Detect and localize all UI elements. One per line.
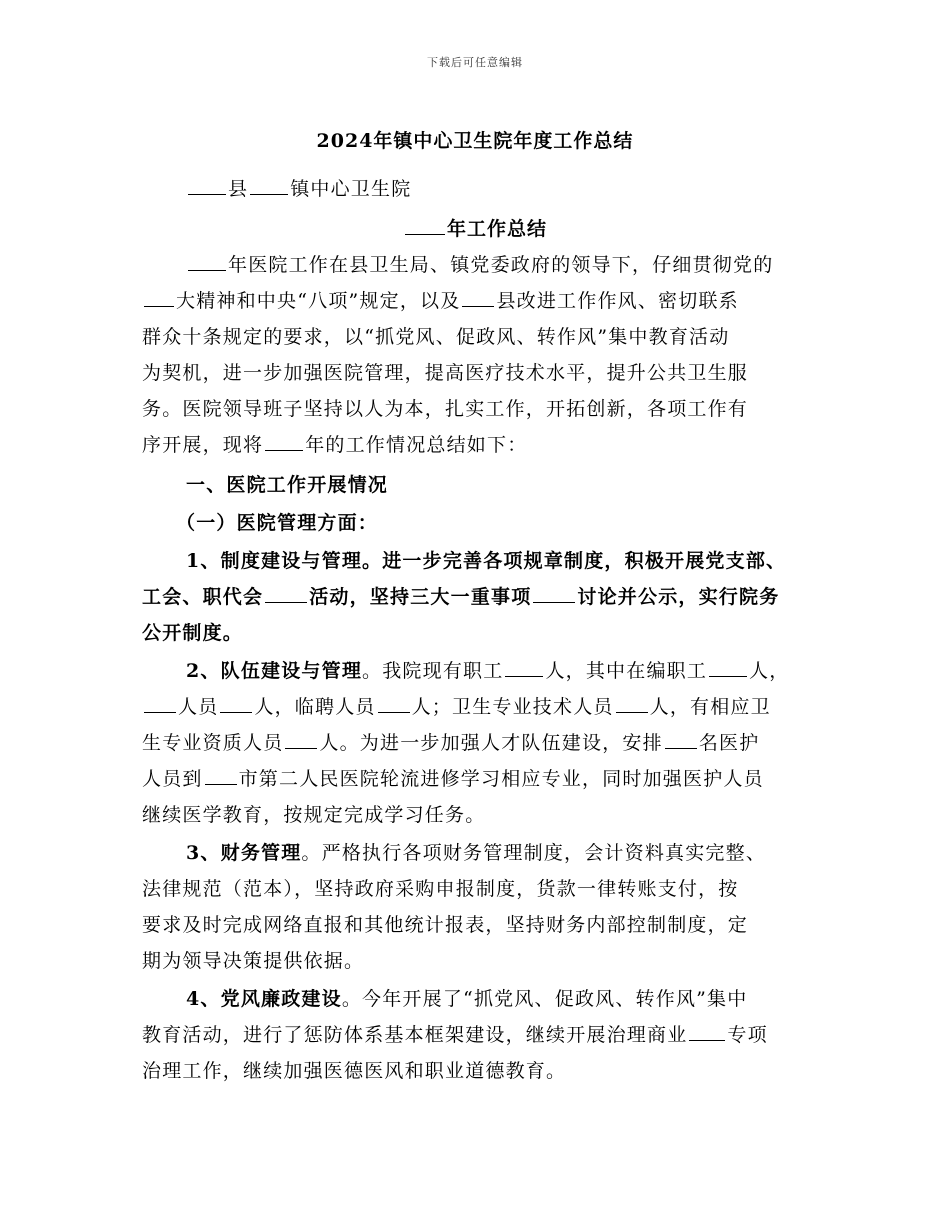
item4-text: 教育活动，进行了惩防体系基本框架建设，继续开展治理商业 [142,1024,688,1046]
intro-text: 年的工作情况总结如下： [305,434,528,456]
item3-line-2 [142,874,739,901]
org-line [186,174,411,201]
header-note: 下载后可任意编辑 [427,56,523,69]
item3-line-3 [142,910,748,937]
item1-line-1 [186,546,786,573]
blank-field [405,214,445,235]
item2-line-5 [142,800,485,827]
report-subtitle [0,214,950,241]
blank-field [188,250,226,271]
item3-line-1 [186,838,766,865]
item2-line-4 [142,764,764,791]
item2-text: 人。为进一步加强人才队伍建设，安排 [319,732,663,754]
blank-field [689,1020,725,1041]
item4-line-2 [142,1020,768,1047]
item3-text: 法律规范（范本），坚持政府采购申报制度，货款一律转账支付，按 [142,878,739,900]
intro-text: 县改进工作作风、密切联系 [496,290,739,312]
item4-text: 专项 [727,1024,768,1046]
item4-text: 。今年开展了“抓党风、促政风、转作风”集中 [341,988,748,1010]
item2-text: 人员 [178,696,219,718]
item2-line-1 [186,656,789,683]
intro-text: 群众十条规定的要求，以“抓党风、促政风、转作风”集中教育活动 [142,326,730,348]
item2-text: 继续医学教育，按规定完成学习任务。 [142,804,486,826]
blank-field [378,692,410,713]
intro-line-4 [142,358,748,385]
item4-heading: 4、党风廉政建设 [186,988,342,1010]
blank-field [665,728,697,749]
org-name: 镇中心卫生院 [290,178,412,200]
item1-text: 1、制度建设与管理。进一步完善各项规章制度，积极开展党支部、 [186,550,787,572]
item3-text: 要求及时完成网络直报和其他统计报表，坚持财务内部控制制度，定 [142,914,749,936]
item2-text: 名医护 [698,732,760,754]
item1-line-3 [142,618,243,645]
item2-text: 人员到 [142,768,203,790]
item3-text: 。严格执行各项财务管理制度，会计资料真实完整、 [301,842,767,864]
blank-field [533,582,575,603]
org-county: 县 [228,178,249,200]
intro-line-5 [142,394,748,421]
subtitle-text: 年工作总结 [446,218,547,240]
document-title: 2024年镇中心卫生院年度工作总结 [316,130,634,152]
item2-text: 人，临聘人员 [254,696,376,718]
blank-field [462,286,494,307]
item1-text: 工会、职代会 [142,586,264,608]
item1-text: 讨论并公示，实行院务 [577,586,780,608]
intro-text: 大精神和中央“八项”规定，以及 [176,290,461,312]
item1-text: 公开制度。 [142,622,244,644]
blank-field [144,286,174,307]
item2-text: 生专业资质人员 [142,732,284,754]
blank-field [616,692,648,713]
blank-field [144,692,176,713]
item2-heading: 2、队伍建设与管理 [186,660,363,682]
blank-field [265,582,307,603]
item2-text: 人，有相应卫 [649,696,771,718]
item4-line-1 [186,984,747,1011]
intro-text: 为契机，进一步加强医院管理，提高医疗技术水平，提升公共卫生服 [142,362,749,384]
section-heading: 一、医院工作开展情况 [186,474,389,496]
intro-text: 序开展，现将 [142,434,264,456]
item2-text: 。我院现有职工 [362,660,504,682]
item2-text: 人，其中在编职工 [545,660,708,682]
item2-text: 市第二人民医院轮流进修学习相应专业，同时加强医护人员 [238,768,764,790]
item2-text: 人；卫生专业技术人员 [411,696,614,718]
blank-field [205,764,237,785]
intro-text: 年医院工作在县卫生局、镇党委政府的领导下，仔细贯彻党的 [228,254,774,276]
blank-field [250,174,288,195]
subsection-heading: （一）医院管理方面： [176,512,379,534]
blank-field [188,174,226,195]
intro-text: 务。医院领导班子坚持以人为本，扎实工作，开拓创新，各项工作有 [142,398,749,420]
item4-text: 治理工作，继续加强医德医风和职业道德教育。 [142,1060,567,1082]
item2-line-3 [142,728,759,755]
item2-text: 人， [749,660,790,682]
intro-line-6 [142,430,527,457]
item4-line-3 [142,1056,566,1083]
blank-field [709,656,747,677]
blank-field [505,656,543,677]
item3-text: 期为领导决策提供依据。 [142,950,365,972]
item1-text: 活动，坚持三大一重事项 [309,586,532,608]
item2-line-2 [142,692,771,719]
blank-field [265,430,303,451]
blank-field [220,692,252,713]
intro-line-2 [142,286,739,313]
item3-line-4 [142,946,364,973]
intro-line-3 [142,322,729,349]
intro-line-1 [186,250,773,277]
item3-heading: 3、财务管理 [186,842,302,864]
blank-field [285,728,317,749]
item1-line-2 [142,582,779,609]
